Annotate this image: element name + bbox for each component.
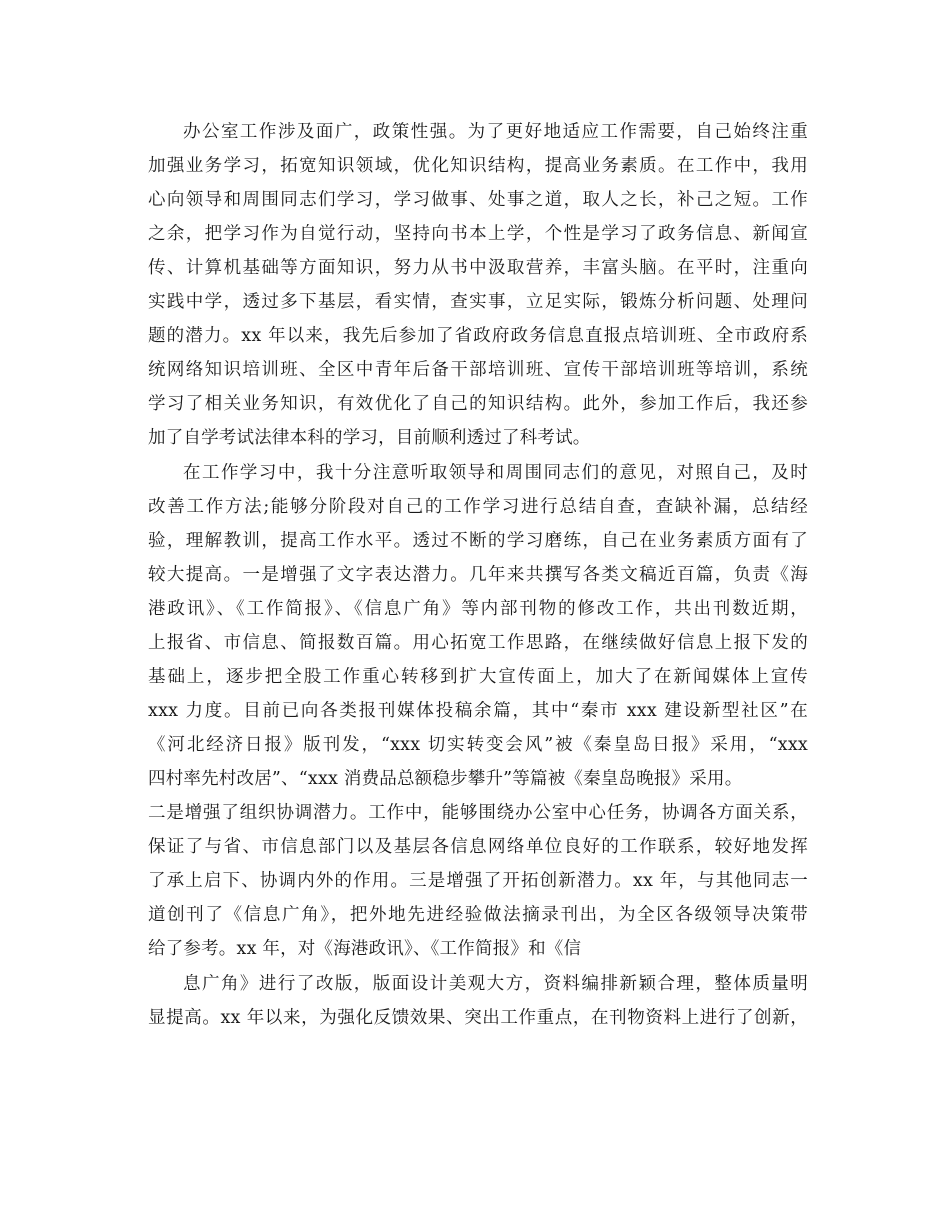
text-line: 验，理解教训，提高工作水平。透过不断的学习磨练，自己在业务素质方面有了 xyxy=(148,531,808,551)
text-line: 在工作学习中，我十分注意听取领导和周围同志们的意见，对照自己，及时 xyxy=(183,463,808,483)
text-line: 题的潜力。xx 年以来，我先后参加了省政府政务信息直报点培训班、全市政府系 xyxy=(148,326,808,346)
text-line: 港政讯》、《工作简报》、《信息广角》等内部刊物的修改工作，共出刊数近期， xyxy=(148,599,808,619)
text-line: 给了参考。xx 年，对《海港政讯》、《工作简报》和《信 xyxy=(148,939,582,959)
text-line: 显提高。xx 年以来，为强化反馈效果、突出工作重点，在刊物资料上进行了创新， xyxy=(148,1008,808,1028)
text-line: 心向领导和周围同志们学习，学习做事、处事之道，取人之长，补己之短。工作 xyxy=(148,190,808,210)
text-line: 办公室工作涉及面广，政策性强。为了更好地适应工作需要，自己始终注重 xyxy=(183,122,808,142)
text-line: 四村率先村改居”、“xxx 消费品总额稳步攀升”等篇被《秦皇岛晚报》采用。 xyxy=(148,769,743,789)
text-line: 之余，把学习作为自觉行动，坚持向书本上学，个性是学习了政务信息、新闻宣 xyxy=(148,224,808,244)
text-line: 上报省、市信息、简报数百篇。用心拓宽工作思路，在继续做好信息上报下发的 xyxy=(148,633,808,653)
text-line: 加了自学考试法律本科的学习，目前顺利透过了科考试。 xyxy=(148,428,591,448)
text-line: 《河北经济日报》版刊发，“xxx 切实转变会风”被《秦皇岛日报》采用，“xxx xyxy=(148,735,808,755)
text-line: xxx 力度。目前已向各类报刊媒体投稿余篇，其中“秦市 xxx 建设新型社区”在 xyxy=(148,701,808,721)
text-line: 基础上，逐步把全股工作重心转移到扩大宣传面上，加大了在新闻媒体上宣传 xyxy=(148,667,808,687)
text-line: 保证了与省、市信息部门以及基层各信息网络单位良好的工作联系，较好地发挥 xyxy=(148,837,808,857)
text-line: 加强业务学习，拓宽知识领域，优化知识结构，提高业务素质。在工作中，我用 xyxy=(148,156,808,176)
text-line: 统网络知识培训班、全区中青年后备干部培训班、宣传干部培训班等培训，系统 xyxy=(148,360,808,380)
text-line: 传、计算机基础等方面知识，努力从书中汲取营养，丰富头脑。在平时，注重向 xyxy=(148,258,808,278)
text-line: 学习了相关业务知识，有效优化了自己的知识结构。此外，参加工作后，我还参 xyxy=(148,394,808,414)
text-line: 了承上启下、协调内外的作用。三是增强了开拓创新潜力。xx 年，与其他同志一 xyxy=(148,871,808,891)
text-line: 实践中学，透过多下基层，看实情，查实事，立足实际，锻炼分析问题、处理问 xyxy=(148,292,808,312)
text-line: 二是增强了组织协调潜力。工作中，能够围绕办公室中心任务，协调各方面关系， xyxy=(148,803,808,823)
text-line: 改善工作方法;能够分阶段对自己的工作学习进行总结自查，查缺补漏，总结经 xyxy=(148,497,808,517)
text-line: 息广角》进行了改版，版面设计美观大方，资料编排新颖合理，整体质量明 xyxy=(183,974,808,994)
text-line: 道创刊了《信息广角》，把外地先进经验做法摘录刊出，为全区各级领导决策带 xyxy=(148,905,808,925)
text-line: 较大提高。一是增强了文字表达潜力。几年来共撰写各类文稿近百篇，负责《海 xyxy=(148,565,808,585)
